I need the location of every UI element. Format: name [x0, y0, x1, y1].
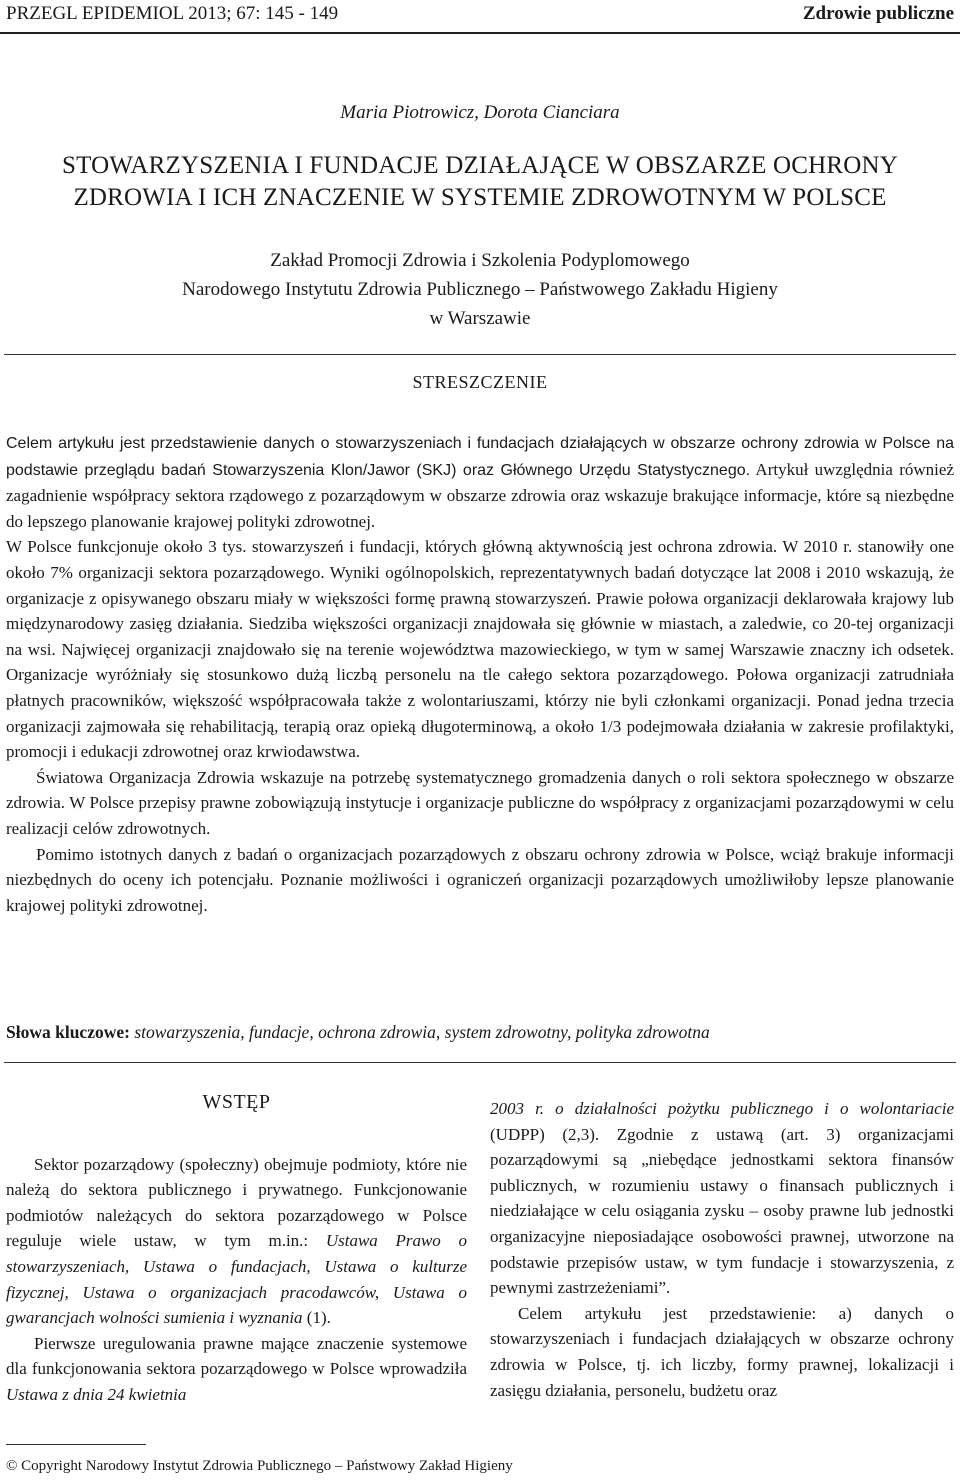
intro-p2-text: Pierwsze uregulowania prawne mające znaczenie systemowe dla funkcjonowania sektora pozarządowego w Polsce wprowadziła — [6, 1333, 467, 1379]
intro-paragraph-1 — [6, 1152, 467, 1331]
keywords-rule — [4, 1062, 956, 1063]
intro-p2-law: Ustawa z dnia 24 kwietnia — [6, 1384, 187, 1404]
abstract-p1-serif: Artykuł uwzględnia również zagadnienie współpracy sektora rządowego z pozarządowym w obszarze zdrowia oraz wskazuje brakujące informacje, które są niezbędne do lepszego planowanie krajowej polityki zdrowotnej. — [6, 459, 954, 531]
abstract-body — [6, 430, 954, 918]
abstract-paragraph-2: W Polsce funkcjonuje około 3 tys. stowarzyszeń i fundacji, których główną aktywnością jest ochrona zdrowia. W 2010 r. stanowiły one około 7% organizacji sektora pozarządowego. Wyniki ogólnopolskich, reprezentatywnych badań dotyczące lat 2008 i 2010 wskazują, że organizacje z opisywanego obszaru miały w większości formę prawną stowarzyszeń. Prawie połowa organizacji deklarowała krajowy lub międzynarodowy zasięg działania. Siedziba większości organizacji znajdowała się głównie w miastach, a zaledwie, co 20-tej organizacji na wsi. Najwięcej organizacji znajdowało się na terenie województwa mazowieckiego, w tym w samej Warszawie znaczny ich odsetek. Organizacje wyróżniały się stosunkowo dużą liczbą personelu na tle całego sektora pozarządowego. Połowa organizacji zatrudniała płatnych pracowników, większość współpracowała także z wolontariuszami, którzy nie byli członkami organizacji. Ponad jedna trzecia organizacji zajmowała się rehabilitacją, terapią oraz opieką długoterminową, a około 1/3 podejmowała działania w zakresie profilaktyki, promocji i edukacji zdrowotnej oraz krwiodawstwa. — [6, 537, 954, 762]
affiliation-line-2: Narodowego Instytutu Zdrowia Publicznego – Państwowego Zakładu Higieny — [182, 279, 778, 300]
right-column — [490, 1096, 954, 1403]
affiliation-line-1: Zakład Promocji Zdrowia i Szkolenia Podyplomowego — [270, 250, 690, 271]
abstract-p1-sans: Celem artykułu jest przedstawienie danych o stowarzyszeniach i fundacjach działających w obszarze ochrony zdrowia w Polsce na podstawie przeglądu badań Stowarzyszenia Klon/Jawor (SKJ) oraz Głównego Urzędu Statystycznego. — [6, 435, 954, 479]
affiliation — [0, 246, 960, 333]
abstract-heading: STRESZCZENIE — [412, 372, 548, 392]
title-line-2: ZDROWIA I ICH ZNACZENIE W SYSTEMIE ZDROWOTNYM W POLSCE — [73, 184, 887, 211]
left-column — [6, 1090, 467, 1408]
abstract-paragraph-1 — [6, 430, 954, 534]
intro-p1-ref: (1). — [302, 1308, 331, 1328]
header-rule — [0, 32, 960, 34]
keywords-text: stowarzyszenia, fundacje, ochrona zdrowia, system zdrowotny, polityka zdrowotna — [129, 1022, 710, 1042]
intro-p1-text: Sektor pozarządowy (społeczny) obejmuje podmioty, które nie należą do sektora publicznego i prywatnego. Funkcjonowanie podmiotów należących do sektora pozarządowego w Polsce reguluje wiele ustaw, w tym m.in.: — [6, 1154, 467, 1251]
abstract-top-rule — [4, 354, 956, 355]
running-header — [0, 0, 960, 30]
section-name: Zdrowie publiczne — [802, 3, 954, 24]
abstract-paragraph-3: Światowa Organizacja Zdrowia wskazuje na potrzebę systematycznego gromadzenia danych o roli sektora społecznego w obszarze zdrowia. W Polsce przepisy prawne zobowiązują instytucje i organizacje publiczne do współpracy z organizacjami pozarządowymi w celu realizacji celów zdrowotnych. — [6, 767, 954, 838]
intro-p1-laws: Ustawa Prawo o stowarzyszeniach, Ustawa o fundacjach, Ustawa o kulturze fizycznej, Ustawa o organizacjach pracodawców, Ustawa o gwarancjach wolności sumienia i wyznania — [6, 1231, 467, 1328]
copyright-notice: © Copyright Narodowy Instytut Zdrowia Publicznego – Państwowy Zakład Higieny — [6, 1458, 513, 1474]
abstract-paragraph-4: Pomimo istotnych danych z badań o organizacjach pozarządowych z obszaru ochrony zdrowia w Polsce, wciąż brakuje informacji niezbędnych do oceny ich potencjału. Poznanie możliwości i ograniczeń organizacji pozarządowych umożliwiłoby lepsze planowanie krajowej polityki zdrowotnej. — [6, 844, 954, 915]
authors: Maria Piotrowicz, Dorota Cianciara — [340, 102, 620, 123]
intro-paragraph-2 — [6, 1331, 467, 1408]
affiliation-line-3: w Warszawie — [429, 308, 531, 329]
intro-r1-text: (UDPP) (2,3). Zgodnie z ustawą (art. 3) organizacjami pozarządowymi są „niebędące jednostkami sektora finansów publicznych, w rozumieniu ustawy o finansach publicznych i niedziałające w celu osiągania zysku – osoby prawne lub jednostki organizacyjne nieposiadające osobowości prawnej, utworzone na podstawie przepisów ustaw, w tym fundacje i stowarzyszenia, z pewnymi zastrzeżeniami”. — [490, 1124, 954, 1298]
journal-citation: PRZEGL EPIDEMIOL 2013; 67: 145 - 149 — [6, 3, 339, 24]
title-line-1: STOWARZYSZENIA I FUNDACJE DZIAŁAJĄCE W OBSZARZE OCHRONY — [61, 152, 899, 179]
intro-heading: WSTĘP — [202, 1091, 271, 1113]
article-title — [0, 150, 960, 214]
intro-paragraph-4: Celem artykułu jest przedstawienie: a) danych o stowarzyszeniach i fundacjach działających w obszarze ochrony zdrowia w Polsce, tj. ich liczby, formy prawnej, lokalizacji i zasięgu działania, personelu, budżetu oraz — [490, 1303, 954, 1400]
keywords — [6, 1022, 954, 1043]
intro-paragraph-3 — [490, 1096, 954, 1301]
keywords-label: Słowa kluczowe: — [6, 1022, 130, 1042]
footnote-rule — [6, 1444, 146, 1445]
intro-r1-law: 2003 r. o działalności pożytku publicznego i o wolontariacie — [490, 1099, 954, 1118]
